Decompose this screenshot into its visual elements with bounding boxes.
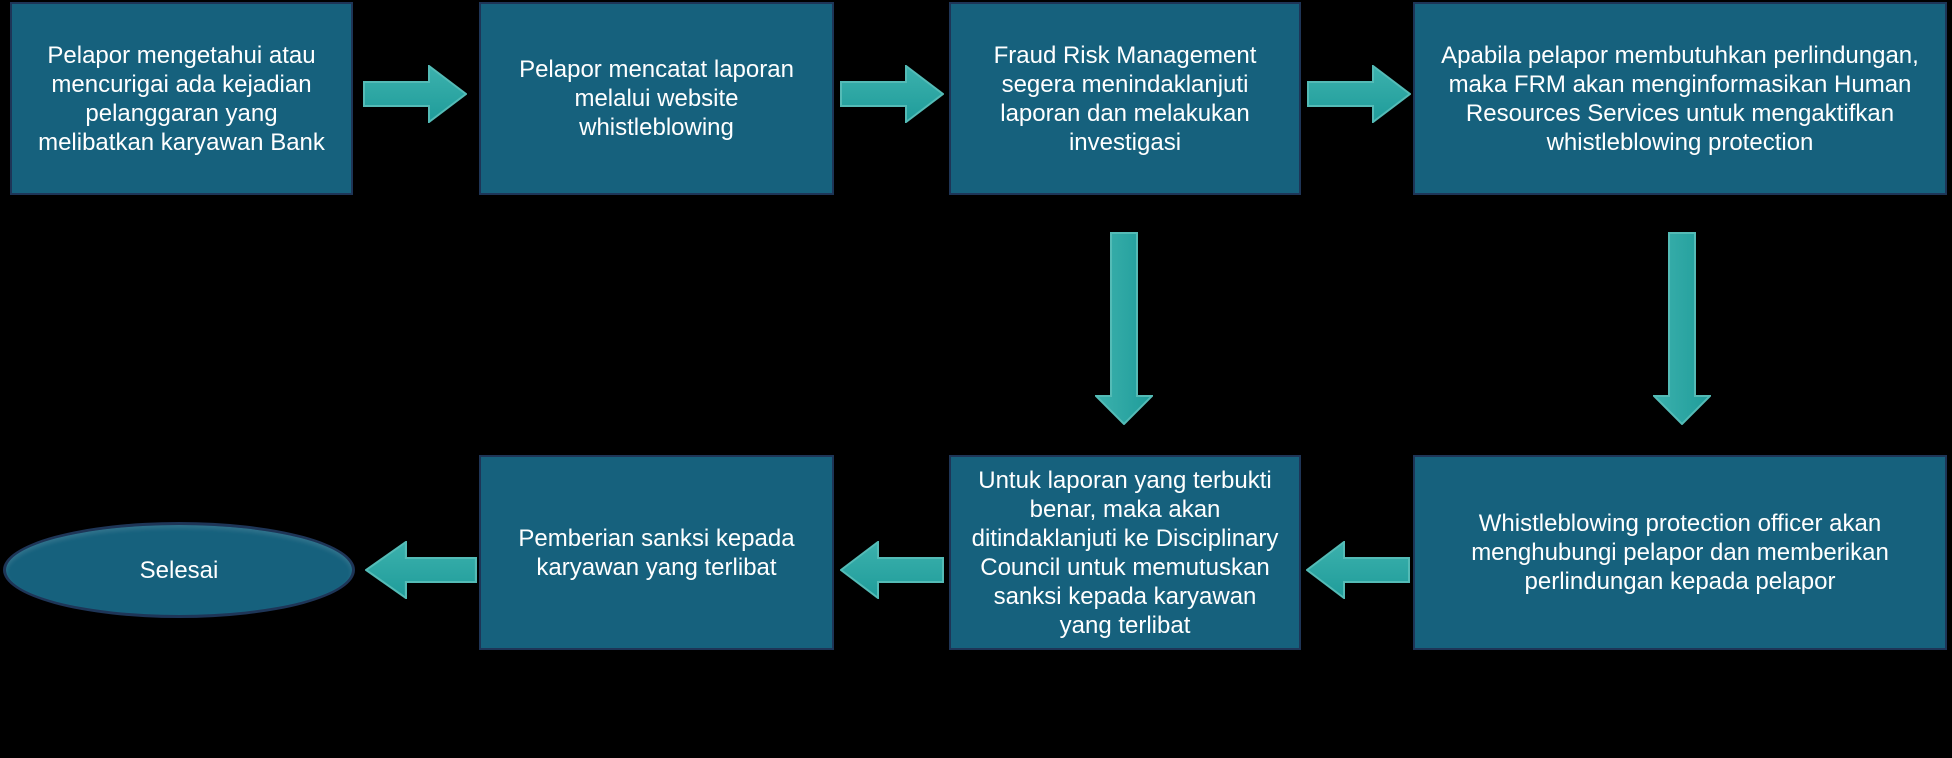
box-disciplinary-council: [949, 455, 1301, 650]
box-pelapor-mencatat-laporan: [479, 2, 834, 195]
box-pelapor-mengetahui: [10, 2, 353, 195]
box-pemberian-sanksi-label: Pemberian sanksi kepada karyawan yang terlibat: [518, 524, 795, 581]
box-disciplinary-council-label: Untuk laporan yang terbukti benar, maka akan ditindaklanjuti ke Disciplinary Council untuk memutuskan sanksi kepada karyawan yang terlibat: [971, 466, 1279, 639]
box-frm-informasi-hrs-label: Apabila pelapor membutuhkan perlindungan, maka FRM akan menginformasikan Human Resources Services untuk mengaktifkan whistleblowing protection: [1441, 41, 1919, 156]
terminator-selesai-label: Selesai: [139, 556, 219, 584]
connector-arrow-box6-to-box7: [840, 541, 944, 599]
box-wb-protection-officer-label: Whistleblowing protection officer akan menghubungi pelapor dan memberikan perlindungan kepada pelapor: [1471, 510, 1889, 595]
connector-arrow-box7-to-selesai: [365, 541, 477, 599]
connector-arrow-box3-to-box6: [1095, 232, 1153, 425]
connector-arrow-box2-to-box3: [840, 65, 944, 123]
box-wb-protection-officer: [1413, 455, 1947, 650]
box-pemberian-sanksi: [479, 455, 834, 650]
connector-arrow-box1-to-box2: [363, 65, 467, 123]
connector-arrow-box3-to-box4: [1307, 65, 1411, 123]
box-frm-investigasi: [949, 2, 1301, 195]
box-frm-investigasi-label: Fraud Risk Management segera menindaklanjuti laporan dan melakukan investigasi: [993, 41, 1257, 156]
terminator-selesai: [3, 522, 355, 618]
connector-arrow-box4-to-box5: [1653, 232, 1711, 425]
box-frm-informasi-hrs: [1413, 2, 1947, 195]
box-pelapor-mencatat-laporan-label: Pelapor mencatat laporan melalui website whistleblowing: [519, 56, 794, 141]
box-pelapor-mengetahui-label: Pelapor mengetahui atau mencurigai ada kejadian pelanggaran yang melibatkan karyawan Bank: [38, 41, 325, 156]
connector-arrow-box5-to-box6: [1306, 541, 1410, 599]
